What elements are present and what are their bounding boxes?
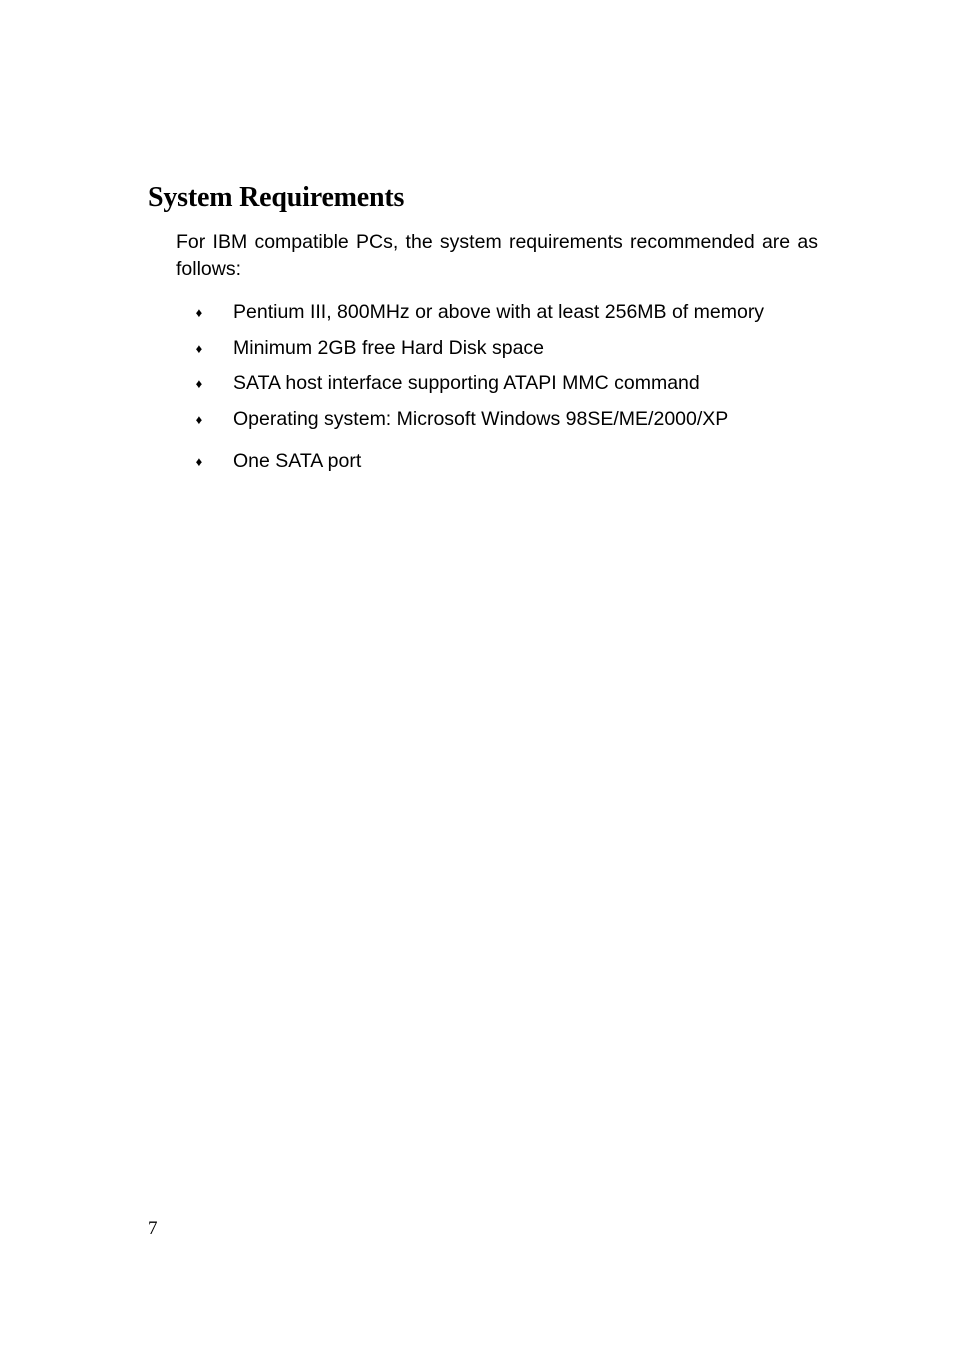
diamond-bullet-icon: ♦ — [195, 305, 203, 320]
diamond-bullet-icon: ♦ — [195, 341, 203, 356]
list-item — [190, 370, 830, 396]
list-item — [190, 335, 830, 361]
page-number: 7 — [148, 1218, 158, 1239]
diamond-bullet-icon: ♦ — [195, 454, 203, 469]
requirement-text: SATA host interface supporting ATAPI MMC command — [233, 372, 700, 394]
requirement-text: One SATA port — [233, 450, 362, 472]
diamond-bullet-icon: ♦ — [195, 412, 203, 427]
diamond-bullet-icon: ♦ — [195, 376, 203, 391]
list-item — [190, 406, 830, 432]
list-item — [190, 299, 830, 325]
list-item — [190, 448, 830, 474]
requirement-text: Operating system: Microsoft Windows 98SE/ME/2000/XP — [233, 408, 729, 430]
requirement-text: Pentium III, 800MHz or above with at least 256MB of memory — [233, 301, 765, 323]
intro-paragraph: For IBM compatible PCs, the system requirements recommended are as follows: — [176, 231, 818, 280]
section-title: System Requirements — [148, 182, 405, 213]
requirement-text: Minimum 2GB free Hard Disk space — [233, 337, 545, 359]
